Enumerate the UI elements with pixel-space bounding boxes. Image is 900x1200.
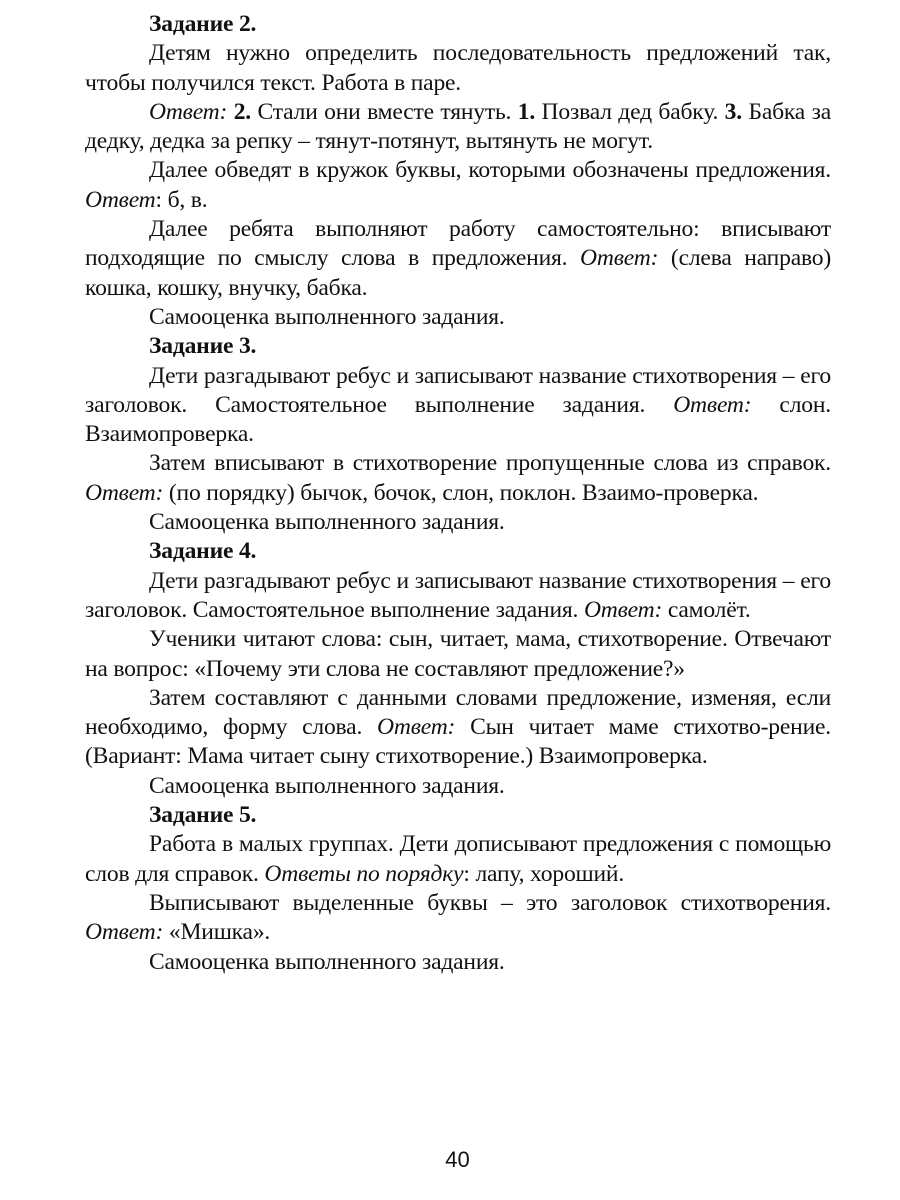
paragraph [85, 830, 831, 889]
page-body [85, 10, 831, 977]
paragraph [85, 362, 831, 450]
text-segment: слон. Взаимопроверка. [85, 391, 831, 448]
paragraph [85, 508, 831, 537]
text-segment: Дети разгадывают ребус и записывают название стихотворения – его заголовок. Самостоятельное выполнение задания. [85, 362, 831, 418]
page-number: 40 [445, 1147, 470, 1172]
text-segment: «Мишка». [163, 919, 271, 946]
text-segment: Далее обведят в кружок буквы, которыми обозначены предложения. [149, 157, 831, 184]
text-segment: Стали они вместе тянуть. [251, 98, 518, 125]
answer-label: Ответ: [149, 98, 228, 125]
text-segment: Сын читает маме стихотво-рение. (Вариант: Мама читает сыну стихотворение.) Взаимопроверка. [85, 714, 831, 770]
text-segment: Самооценка выполненного задания. [149, 509, 505, 536]
answer-label: Ответ: [377, 714, 456, 741]
text-segment: Ученики читают слова: сын, читает, мама, стихотворение. Отвечают на вопрос: «Почему эти слова не составляют предложение?» [85, 626, 831, 682]
text-segment: Самооценка выполненного задания. [149, 772, 505, 799]
bold-text: Задание 5. [149, 802, 257, 829]
text-segment: Самооценка выполненного задания. [149, 948, 505, 975]
text-segment: : лапу, хороший. [463, 860, 625, 887]
answer-label: Ответы по порядку [264, 860, 464, 887]
bold-text: Задание 2. [149, 11, 257, 37]
paragraph [85, 625, 831, 684]
paragraph [85, 684, 831, 772]
text-segment: самолёт. [662, 596, 751, 623]
text-segment: Детям нужно определить последовательность предложений так, чтобы получился текст. Работа в паре. [85, 40, 831, 96]
text-segment: (слева направо) кошка, кошку, внучку, бабка. [85, 245, 831, 301]
answer-label: Ответ: [583, 596, 663, 623]
text-segment: Позвал дед бабку. [535, 98, 725, 125]
text-segment: Затем вписывают в стихотворение пропущенные слова из справок. [149, 450, 831, 477]
text-segment: Самооценка выполненного задания. [149, 303, 505, 330]
paragraph [85, 156, 831, 215]
text-segment: (по порядку) бычок, бочок, слон, поклон. Взаимо-проверка. [163, 479, 759, 506]
text-segment: Затем составляют с данными словами предложение, изменяя, если необходимо, форму слова. [85, 684, 831, 741]
answer-label: Ответ: [580, 245, 659, 272]
text-segment: Бабка за дедку, дедка за репку – тянут-потянут, вытянуть не могут. [85, 98, 831, 155]
text-segment: Далее ребята выполняют работу самостоятельно: вписывают подходящие по смыслу слова в предложения. [85, 216, 831, 272]
bold-text: 1. [517, 98, 536, 125]
section-heading [85, 537, 831, 566]
paragraph [85, 303, 831, 332]
answer-label: Ответ: [673, 391, 752, 418]
bold-text: 3. [724, 98, 742, 125]
paragraph [85, 948, 831, 977]
answer-label: Ответ: [85, 919, 164, 946]
section-heading [85, 10, 831, 39]
bold-text: Задание 3. [149, 333, 257, 360]
text-segment: Работа в малых группах. Дети дописывают предложения с помощью слов для справок. [85, 831, 831, 887]
paragraph [85, 449, 831, 508]
text-segment: Дети разгадывают ребус и записывают название стихотворения – его заголовок. Самостоятельное выполнение задания. [85, 567, 831, 623]
text-segment: Выписывают выделенные буквы – это заголовок стихотворения. [149, 889, 831, 916]
paragraph [85, 889, 831, 948]
answer-label: Ответ [85, 186, 156, 213]
text-segment: : б, в. [155, 186, 208, 213]
paragraph [85, 215, 831, 303]
bold-text: 2. [233, 98, 251, 125]
section-heading [85, 332, 831, 361]
answer-label: Ответ: [85, 479, 164, 506]
paragraph [85, 39, 831, 98]
paragraph [85, 772, 831, 801]
paragraph [85, 567, 831, 626]
section-heading [85, 801, 831, 830]
bold-text: Задание 4. [149, 538, 257, 565]
paragraph [85, 98, 831, 157]
